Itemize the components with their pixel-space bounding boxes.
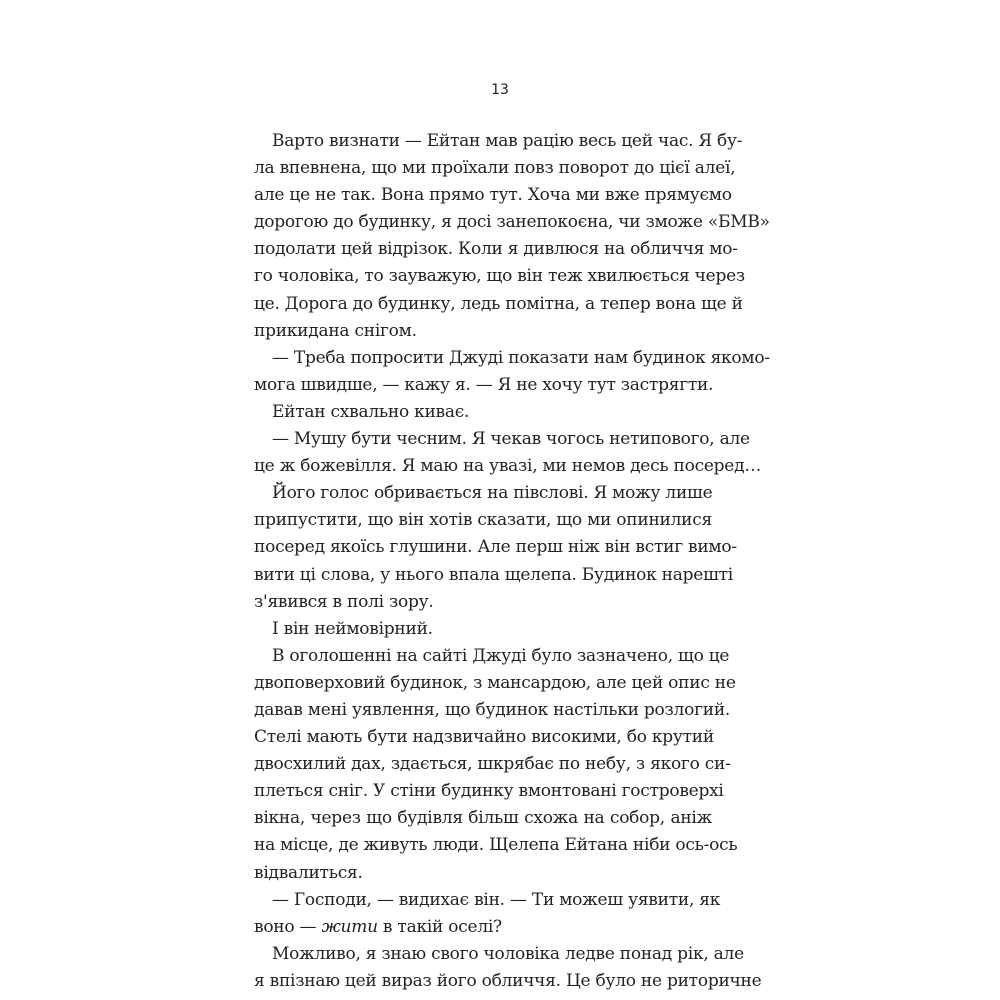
- text-line: Можливо, я знаю свого чоловіка ледве понад рік, але: [272, 943, 744, 964]
- text-line: мога швидше, — кажу я. — Я не хочу тут застрягти.: [254, 374, 714, 395]
- text-segment: в такій оселі?: [377, 916, 502, 937]
- body-text: [254, 128, 770, 995]
- page-number: 13: [491, 82, 509, 98]
- text-line: це ж божевілля. Я маю на увазі, ми немов десь посеред…: [254, 456, 762, 477]
- text-line: подолати цей відрізок. Коли я дивлюся на обличчя мо-: [254, 239, 738, 260]
- text-line: прикидана снігом.: [254, 320, 417, 341]
- text-line: двосхилий дах, здається, шкрябає по небу, з якого си-: [254, 754, 731, 775]
- text-line: це. Дорога до будинку, ледь помітна, а тепер вона ще й: [254, 293, 743, 314]
- text-line: — Треба попросити Джуді показати нам будинок якомо-: [272, 347, 770, 368]
- text-segment: воно —: [254, 916, 322, 937]
- text-line: І він неймовірний.: [272, 618, 433, 639]
- text-line: припустити, що він хотів сказати, що ми опинилися: [254, 510, 712, 531]
- text-line: я впізнаю цей вираз його обличчя. Це було не риторичне: [254, 970, 762, 991]
- text-line: відвалиться.: [254, 862, 363, 883]
- text-line: вити ці слова, у нього впала щелепа. Будинок нарешті: [254, 564, 733, 585]
- text-line: вікна, через що будівля більш схожа на собор, аніж: [254, 808, 712, 829]
- text-line: В оголошенні на сайті Джуді було зазначено, що це: [272, 645, 730, 666]
- text-line: ла впевнена, що ми проїхали повз поворот до цієї алеї,: [254, 158, 736, 179]
- text-line: але це не так. Вона прямо тут. Хоча ми вже прямуємо: [254, 185, 732, 206]
- text-line: на місце, де живуть люди. Щелепа Ейтана ніби ось-ось: [254, 835, 738, 856]
- text-line: го чоловіка, то зауважую, що він теж хвилюється через: [254, 266, 745, 287]
- text-line: — Господи, — видихає він. — Ти можеш уявити, як: [272, 889, 721, 910]
- text-line: дорогою до будинку, я досі занепокоєна, чи зможе «БМВ»: [254, 212, 770, 233]
- text-line: Ейтан схвально киває.: [272, 401, 470, 422]
- text-line: давав мені уявлення, що будинок настільки розлогий.: [254, 699, 731, 720]
- text-line: Варто визнати — Ейтан мав рацію весь цей час. Я бу-: [272, 131, 743, 151]
- text-line: Стелі мають бути надзвичайно високими, бо крутий: [254, 727, 714, 748]
- text-line: посеред якоїсь глушини. Але перш ніж він встиг вимо-: [254, 537, 737, 558]
- text-line: Його голос обривається на півслові. Я можу лише: [272, 483, 713, 504]
- text-line: плеться сніг. У стіни будинку вмонтовані гостроверхі: [254, 781, 724, 802]
- italic-word: жити: [321, 916, 378, 937]
- text-line: з'явився в полі зору.: [254, 591, 434, 612]
- text-line: — Мушу бути чесним. Я чекав чогось нетипового, але: [272, 429, 750, 450]
- text-line-with-italic: [254, 914, 712, 941]
- text-line: двоповерховий будинок, з мансардою, але цей опис не: [254, 672, 736, 693]
